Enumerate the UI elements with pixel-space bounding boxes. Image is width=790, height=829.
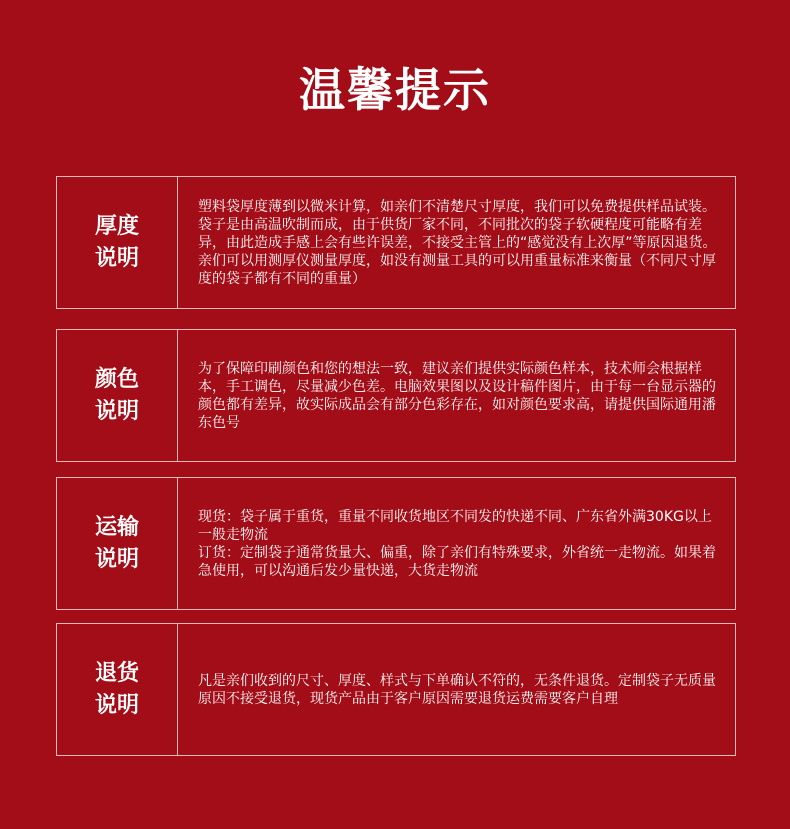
card-paragraph: 凡是亲们收到的尺寸、厚度、样式与下单确认不符的，无条件退货。定制袋子无质量原因不接受退货，现货产品由于客户原因需要退货运费需要客户自理 (198, 672, 716, 707)
shipping-notice-card (56, 477, 736, 610)
card-label-line2: 说明 (94, 245, 139, 271)
card-label-line2: 说明 (94, 398, 139, 424)
card-body (178, 330, 735, 461)
returns-notice-card (56, 623, 736, 756)
card-label-line2: 说明 (94, 546, 139, 572)
card-label (57, 177, 178, 308)
card-paragraph: 现货：袋子属于重货，重量不同收货地区不同发的快递不同、广东省外满30KG以上一般走物流 (198, 508, 712, 543)
card-label (57, 330, 178, 461)
page-title: 温馨提示 (299, 63, 491, 117)
color-notice-card (56, 329, 736, 462)
card-body (178, 478, 735, 609)
card-label-line1: 厚度 (94, 213, 139, 239)
card-label-line1: 运输 (94, 514, 139, 540)
card-paragraph: 订货：定制袋子通常货量大、偏重，除了亲们有特殊要求，外省统一走物流。如果着急使用，可以沟通后发少量快递，大货走物流 (198, 544, 716, 579)
thickness-notice-card (56, 176, 736, 309)
card-body (178, 624, 735, 755)
card-label-line1: 颜色 (94, 366, 139, 392)
card-paragraph: 塑料袋厚度薄到以微米计算，如亲们不清楚尺寸厚度，我们可以免费提供样品试装。袋子是由高温吹制而成，由于供货厂家不同，不同批次的袋子软硬程度可能略有差异，由此造成手感上会有些许误差，不接受主管上的“感觉没有上次厚”等原因退货。亲们可以用测厚仪测量厚度，如没有测量工具的可以用重量标准来衡量（不同尺寸厚度的袋子都有不同的重量） (198, 198, 717, 287)
card-label (57, 478, 178, 609)
card-label (57, 624, 178, 755)
card-body (178, 177, 735, 308)
card-paragraph: 为了保障印刷颜色和您的想法一致，建议亲们提供实际颜色样本，技术师会根据样本，手工调色，尽量减少色差。电脑效果图以及设计稿件图片，由于每一台显示器的颜色都有差异，故实际成品会有部分色彩存在，如对颜色要求高，请提供国际通用潘东色号 (198, 360, 716, 431)
card-label-line1: 退货 (94, 660, 139, 686)
card-label-line2: 说明 (94, 692, 139, 718)
